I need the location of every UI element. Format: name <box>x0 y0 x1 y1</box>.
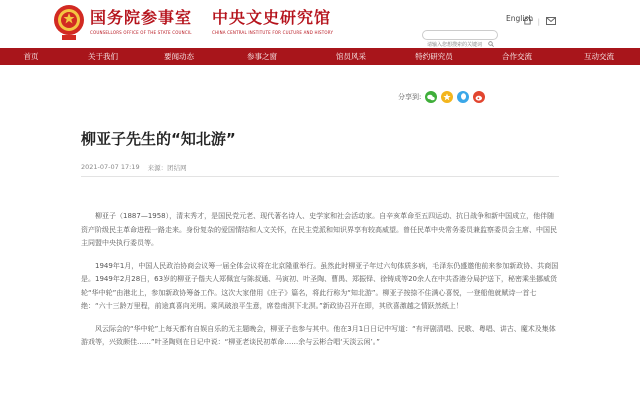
site-header <box>0 0 640 46</box>
search-box <box>422 30 498 40</box>
wechat-icon[interactable] <box>425 91 437 103</box>
article-date: 2021-07-07 17:19 <box>81 163 140 171</box>
logo1-text: 国务院参事室 <box>90 8 193 27</box>
search-icon[interactable] <box>488 32 494 38</box>
logo2-subtext: CHINA CENTRAL INSTITUTE FOR CULTURE AND HISTORY <box>212 30 334 35</box>
nav-item-cooperation[interactable]: 合作交流 <box>502 52 532 61</box>
qq-icon[interactable] <box>457 91 469 103</box>
share-label: 分享到: <box>398 93 422 101</box>
weibo-icon[interactable] <box>473 91 485 103</box>
article-meta <box>81 163 187 172</box>
logo2-text: 中央文史研究馆 <box>212 8 332 27</box>
national-emblem-icon[interactable] <box>52 2 86 42</box>
article-body <box>81 210 559 359</box>
nav-item-about[interactable]: 关于我们 <box>88 52 118 61</box>
article-paragraph: 1949年1月，中国人民政治协商会议筹一届全体会议将在北京隆重举行。虽然此时柳亚子年过六旬体质多病，毛泽东仍盛邀他前来参加新政协、共商国是。1949年2月28日，63岁的柳亚子偕夫人郑佩宜与陈叔通、马寅初、叶圣陶、曹禺、郑振铎、徐铸成等20余人在中共香港分局护送下，秘密乘坐挪威货轮“华中轮”由港北上，参加新政协筹备工作。这次大家借用《庄子》篇名，将此行称为“知北游”。柳亚子按捺不住满心喜悦，一登船他就赋诗一首七绝：“六十三龄万里程，前途真喜向光明。乘风破浪平生意，席卷南溟下北溟。”新政协召开在即，其欣喜激越之情跃然纸上！ <box>81 261 559 310</box>
nav-item-counsellors[interactable]: 参事之窗 <box>247 52 277 61</box>
logo-counsellors-office[interactable] <box>90 5 192 35</box>
share-bar <box>398 91 485 103</box>
article-title: 柳亚子先生的“知北游” <box>81 130 236 148</box>
logo-culture-history-institute[interactable] <box>212 5 333 35</box>
article-paragraph: 柳亚子（1887—1958），清末秀才，是国民党元老、现代著名诗人、史学家和社会活动家。自辛亥革命至五四运动、抗日战争和新中国成立，他伴随资产阶级民主革命进程一路走来。身份复杂的爱国情结和人文关怀，在民主党派和知识界享有较高威望。曾任民革中央常务委员兼监察委员会主席、中国民主同盟中央执行委员等。 <box>81 212 557 247</box>
article-source: 来源：团结网 <box>147 164 187 172</box>
qzone-icon[interactable] <box>441 91 453 103</box>
divider: | <box>537 17 540 26</box>
article-paragraph: 风云际会的“华中轮”上每天都有自娱自乐的无主题晚会，柳亚子也参与其中。他在3月1日日记中写道：“有评剧清唱、民歌、粤唱、讲古、魔术及集体游戏等，兴致颇佳……”叶圣陶则在日记中说：“柳亚老谈民初革命……余与云彬合唱‘天淡云闲’。” <box>81 324 556 346</box>
mail-icon[interactable] <box>546 17 556 27</box>
english-link[interactable]: English <box>506 14 534 23</box>
main-nav <box>0 48 640 65</box>
nav-item-researchers[interactable]: 特约研究员 <box>415 52 453 61</box>
nav-item-news[interactable]: 要闻动态 <box>164 52 194 61</box>
nav-item-home[interactable]: 首页 <box>23 52 39 61</box>
title-divider <box>81 176 559 177</box>
nav-item-members[interactable]: 馆员风采 <box>336 52 366 61</box>
logo1-subtext: COUNSELLORS OFFICE OF THE STATE COUNCIL <box>90 30 192 35</box>
nav-item-interaction[interactable]: 互动交流 <box>584 52 614 61</box>
